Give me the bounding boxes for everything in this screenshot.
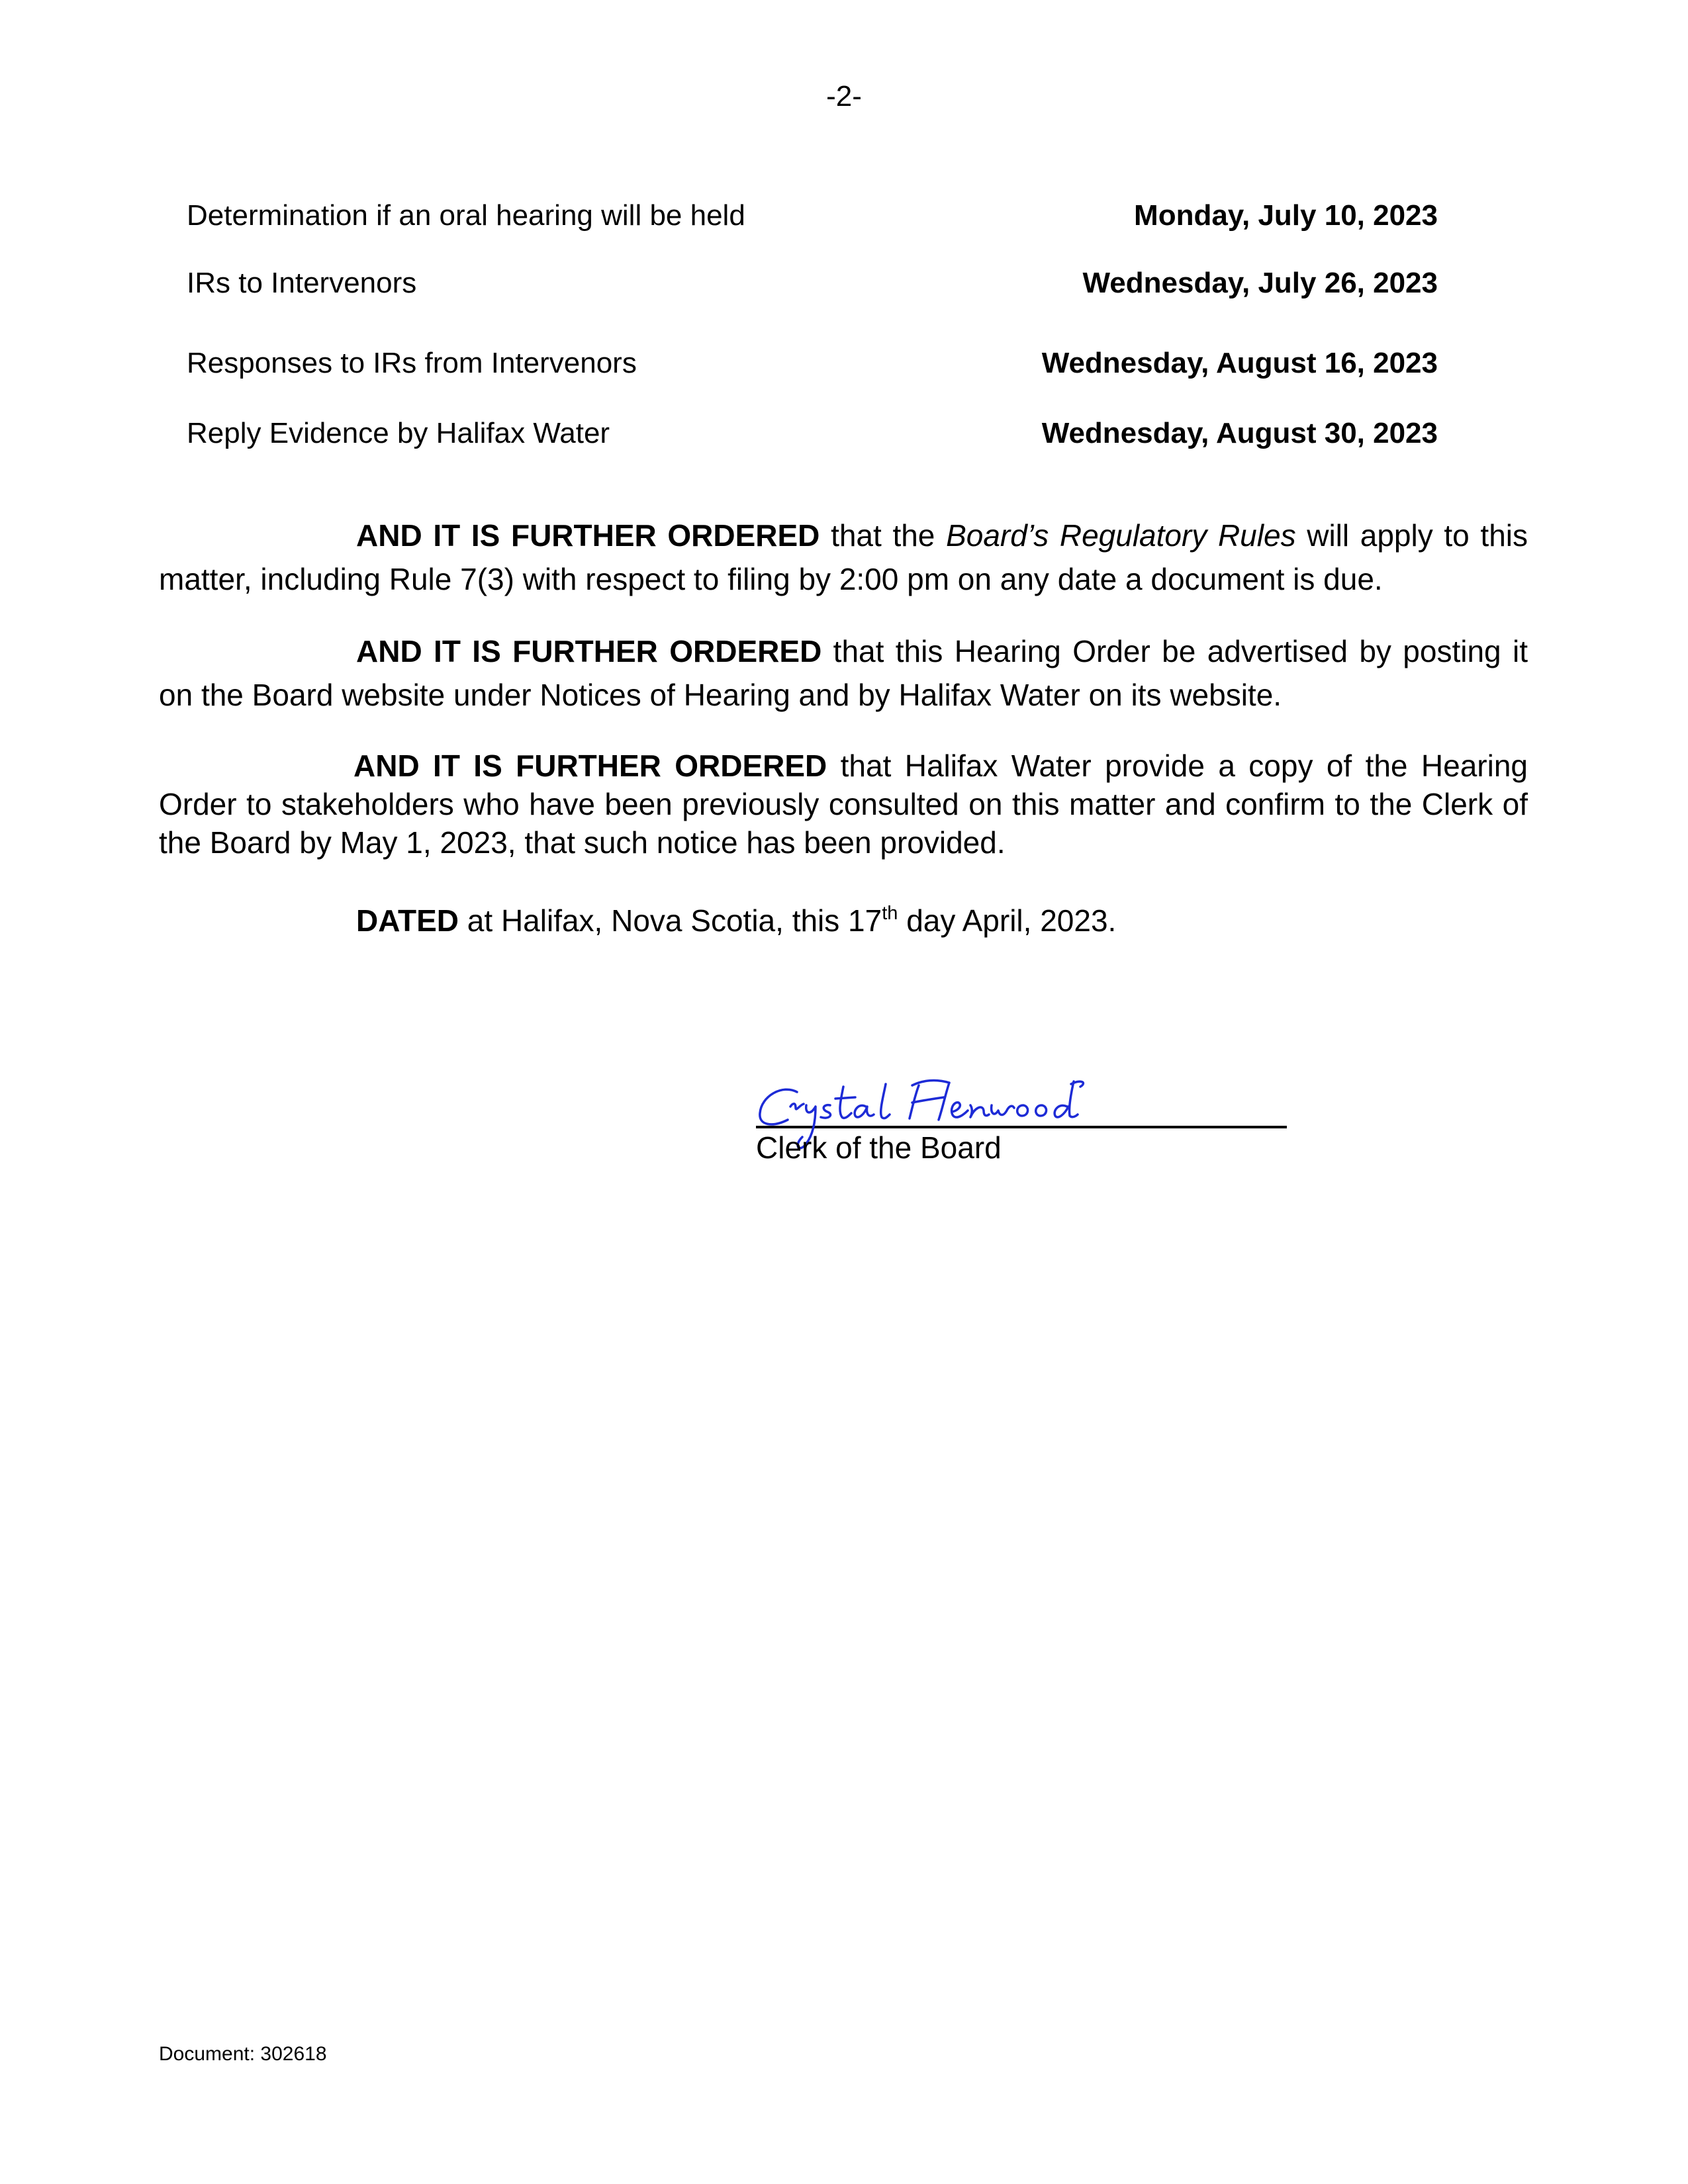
paragraph-text: that the bbox=[820, 518, 947, 553]
dated-paragraph bbox=[159, 901, 1528, 940]
copy-paragraph bbox=[159, 747, 1528, 862]
schedule-row bbox=[187, 343, 1438, 383]
further-ordered-heading: AND IT IS FURTHER ORDERED bbox=[356, 518, 820, 553]
schedule-row bbox=[187, 414, 1438, 453]
schedule-date: Wednesday, August 16, 2023 bbox=[1041, 347, 1438, 379]
signature-block bbox=[756, 1077, 1291, 1183]
schedule-date: Wednesday, August 30, 2023 bbox=[1041, 417, 1438, 449]
paragraph-text: will apply to this matter, including Rule 7(3) with respect to filing by 2:00 pm on any date a document is due. bbox=[159, 518, 1528, 596]
schedule-item: Responses to IRs from Intervenors bbox=[187, 347, 637, 379]
paragraph-text: that Halifax Water provide a copy of the Hearing Order to stakeholders who have been previously consulted on this matter and confirm to the Clerk of the Board by May 1, 2023, that such notice has been provided. bbox=[159, 749, 1528, 860]
schedule-date: Monday, July 10, 2023 bbox=[1134, 199, 1438, 232]
signer-title: Clerk of the Board bbox=[756, 1130, 1002, 1165]
advertised-paragraph bbox=[159, 629, 1528, 717]
paragraph-text: that this Hearing Order be advertised by posting it on the Board website under Notices of Hearing and by Halifax Water on its website. bbox=[159, 634, 1528, 712]
rules-title: Board’s Regulatory Rules bbox=[946, 518, 1296, 553]
further-ordered-heading: AND IT IS FURTHER ORDERED bbox=[356, 634, 822, 668]
schedule-row bbox=[187, 196, 1438, 236]
further-ordered-heading: AND IT IS FURTHER ORDERED bbox=[353, 749, 827, 783]
schedule-row bbox=[187, 263, 1438, 303]
ordinal-suffix: th bbox=[882, 903, 898, 924]
schedule-item: IRs to Intervenors bbox=[187, 267, 417, 299]
rules-paragraph bbox=[159, 514, 1528, 601]
paragraph-text: day April, 2023. bbox=[898, 903, 1117, 938]
paragraph-text: at Halifax, Nova Scotia, this 17 bbox=[459, 903, 882, 938]
page-number: -2- bbox=[826, 80, 862, 113]
schedule-item: Reply Evidence by Halifax Water bbox=[187, 417, 610, 449]
schedule-item: Determination if an oral hearing will be held bbox=[187, 199, 745, 232]
document-number: Document: 302618 bbox=[159, 2043, 327, 2065]
schedule-date: Wednesday, July 26, 2023 bbox=[1082, 267, 1438, 299]
dated-heading: DATED bbox=[356, 903, 459, 938]
